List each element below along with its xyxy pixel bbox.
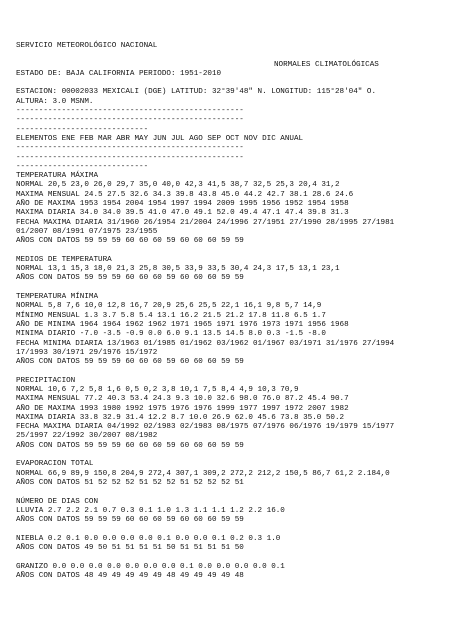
text-line: FECHA MINIMA DIARIA 13/1963 01/1985 01/1962 03/1962 01/1967 03/1971 31/1976 27/1994 — [16, 339, 395, 348]
text-line: ELEMENTOS ENE FEB MAR ABR MAY JUN JUL AGO SEP OCT NOV DIC ANUAL — [16, 134, 304, 143]
text-line: ----------------------------- — [16, 125, 149, 134]
text-line: GRANIZO 0.0 0.0 0.0 0.0 0.0 0.0 0.0 0.1 0.0 0.0 0.0 0.0 0.1 — [16, 562, 285, 571]
text-line: NORMAL 20,5 23,0 26,0 29,7 35,0 40,0 42,3 41,5 38,7 32,5 25,3 20,4 31,2 — [16, 181, 340, 190]
blank-line — [16, 488, 468, 497]
blank-line — [16, 284, 468, 293]
text-line: 01/2007 08/1991 07/1975 23/1955 — [16, 227, 158, 236]
text-line: ALTURA: 3.0 MSNM. — [16, 97, 94, 106]
text-line: AÑOS CON DATOS 59 59 59 60 60 60 59 60 60 60 59 59 — [16, 358, 244, 367]
text-line: EVAPORACION TOTAL — [16, 460, 94, 469]
text-line: NORMAL 66,9 89,9 150,8 204,9 272,4 307,1 309,2 272,2 212,2 150,5 86,7 61,2 2.184,0 — [16, 469, 390, 478]
text-line: AÑOS CON DATOS 59 59 59 60 60 60 59 60 60 60 59 59 — [16, 237, 244, 246]
text-line: NORMALES CLIMATOLÓGICAS — [274, 60, 379, 69]
text-line: NÚMERO DE DIAS CON — [16, 497, 99, 506]
text-line: ----------------------------- — [16, 162, 149, 171]
text-line: ESTACION: 00002033 MEXICALI (DGE) LATITUD: 32°39'48" N. LONGITUD: 115°28'04" O. — [16, 88, 377, 97]
text-line: FECHA MAXIMA DIARIA 04/1992 02/1983 02/1983 08/1975 07/1976 06/1976 19/1979 15/1977 — [16, 423, 395, 432]
blank-line — [16, 367, 468, 376]
text-line: -------------------------------------------------- — [16, 153, 244, 162]
text-line: FECHA MAXIMA DIARIA 31/1960 26/1954 21/2004 24/1996 27/1951 27/1990 28/1995 27/1981 — [16, 218, 395, 227]
text-line: MAXIMA DIARIA 33.8 32.9 31.4 12.2 8.7 10.0 26.9 62.0 45.6 73.8 35.0 50.2 — [16, 413, 345, 422]
text-line: AÑOS CON DATOS 59 59 59 60 60 60 59 60 60 60 59 59 — [16, 516, 244, 525]
blank-line — [16, 247, 468, 256]
text-line: SERVICIO METEOROLÓGICO NACIONAL — [16, 42, 158, 50]
text-line: TEMPERATURA MÁXIMA — [16, 172, 99, 181]
text-line: -------------------------------------------------- — [16, 116, 244, 125]
text-line: ESTADO DE: BAJA CALIFORNIA PERIODO: 1951-2010 — [16, 69, 222, 78]
text-line: MAXIMA MENSUAL 24.5 27.5 32.6 34.3 39.8 43.8 45.0 44.2 42.7 38.1 28.6 24.6 — [16, 190, 354, 199]
text-line: 17/1993 30/1971 29/1976 15/1972 — [16, 348, 158, 357]
text-line: AÑOS CON DATOS 51 52 52 52 51 52 52 51 52 52 52 51 — [16, 478, 244, 487]
blank-line — [16, 451, 468, 460]
text-line: AÑO DE MAXIMA 1953 1954 2004 1954 1997 1994 2009 1995 1956 1952 1954 1958 — [16, 200, 349, 209]
text-line: TEMPERATURA MÍNIMA — [16, 293, 99, 302]
text-line: AÑOS CON DATOS 49 50 51 51 51 51 50 51 51 51 51 50 — [16, 544, 244, 553]
text-line: NIEBLA 0.2 0.1 0.0 0.0 0.0 0.0 0.1 0.0 0.0 0.1 0.2 0.3 1.0 — [16, 534, 281, 543]
blank-line — [16, 525, 468, 534]
text-line: NORMAL 5,8 7,6 10,0 12,8 16,7 20,9 25,6 25,5 22,1 16,1 9,8 5,7 14,9 — [16, 302, 322, 311]
text-line: NORMAL 13,1 15,3 18,0 21,3 25,8 30,5 33,9 33,5 30,4 24,3 17,5 13,1 23,1 — [16, 265, 340, 274]
text-line: MAXIMA DIARIA 34.0 34.0 39.5 41.0 47.0 49.1 52.0 49.4 47.1 47.4 39.8 31.3 — [16, 209, 349, 218]
text-line: MEDIOS DE TEMPERATURA — [16, 255, 112, 264]
text-line: MÍNIMO MENSUAL 1.3 3.7 5.8 5.4 13.1 16.2 21.5 21.2 17.8 11.8 6.5 1.7 — [16, 311, 326, 320]
text-line: -------------------------------------------------- — [16, 144, 244, 153]
document-text — [16, 42, 468, 581]
text-line: MINIMA DIARIO -7.0 -3.5 -0.9 0.0 6.0 9.1 13.5 14.5 8.0 0.3 -1.5 -8.0 — [16, 330, 326, 339]
blank-line — [16, 51, 468, 60]
text-line: PRECIPITACION — [16, 376, 76, 385]
text-line: 25/1997 22/1992 30/2007 08/1982 — [16, 432, 158, 441]
text-line: LLUVIA 2.7 2.2 2.1 0.7 0.3 0.1 1.0 1.3 1.1 1.1 1.2 2.2 16.0 — [16, 506, 285, 515]
text-line: AÑO DE MINIMA 1964 1964 1962 1962 1971 1965 1971 1976 1973 1971 1956 1968 — [16, 320, 349, 329]
text-line: AÑOS CON DATOS 59 59 59 60 60 60 59 60 60 60 59 59 — [16, 441, 244, 450]
text-line: NORMAL 10,6 7,2 5,8 1,6 0,5 0,2 3,8 10,1 7,5 8,4 4,9 10,3 70,9 — [16, 385, 299, 394]
text-line: -------------------------------------------------- — [16, 107, 244, 116]
blank-line — [16, 553, 468, 562]
text-line: AÑOS CON DATOS 48 49 49 49 49 49 48 49 49 49 49 48 — [16, 571, 244, 580]
text-line: MAXIMA MENSUAL 77.2 40.3 53.4 24.3 9.3 10.0 32.6 98.0 76.0 87.2 45.4 90.7 — [16, 395, 349, 404]
text-line: AÑO DE MAXIMA 1993 1980 1992 1975 1976 1976 1999 1977 1997 1972 2007 1982 — [16, 404, 349, 413]
text-line: AÑOS CON DATOS 59 59 59 60 60 60 59 60 60 60 59 59 — [16, 274, 244, 283]
